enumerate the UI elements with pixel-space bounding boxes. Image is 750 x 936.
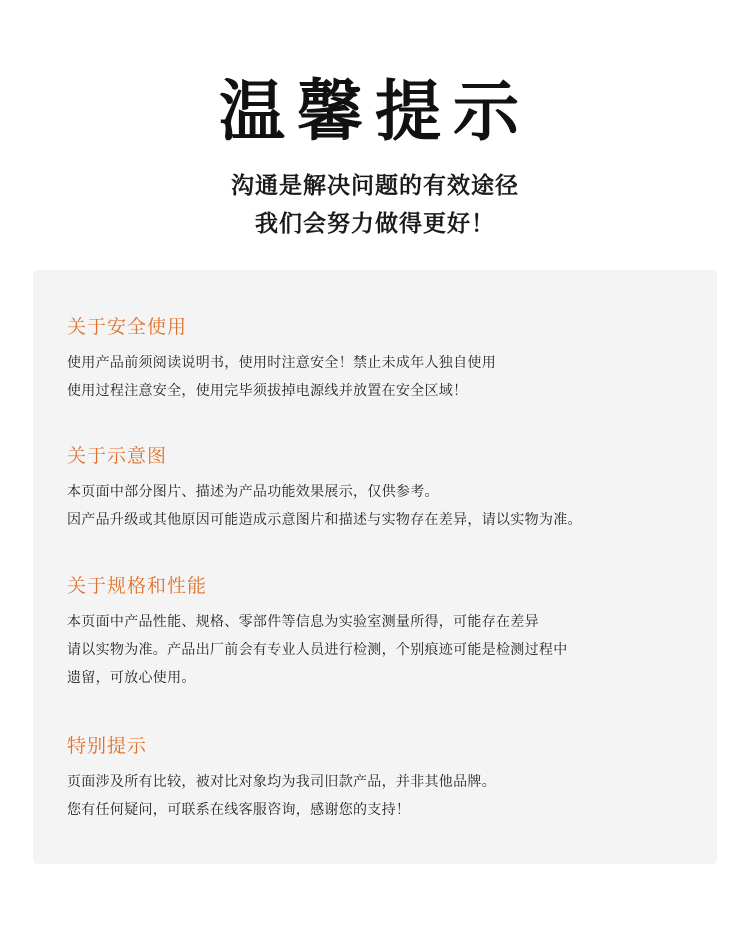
section-special-notice-line-1: 页面涉及所有比较，被对比对象均为我司旧款产品，并非其他品牌。 [67, 774, 496, 790]
section-safety [67, 314, 707, 405]
subtitle-line-2: 我们会努力做得更好！ [255, 211, 495, 237]
section-illustration [67, 443, 707, 534]
subtitle-line-1: 沟通是解决问题的有效途径 [231, 173, 519, 199]
section-specs-line-2: 请以实物为准。产品出厂前会有专业人员进行检测，个别痕迹可能是检测过程中 [67, 642, 568, 658]
section-illustration-line-2: 因产品升级或其他原因可能造成示意图片和描述与实物存在差异，请以实物为准。 [67, 512, 582, 528]
section-illustration-line-1: 本页面中部分图片、描述为产品功能效果展示，仅供参考。 [67, 484, 439, 500]
page-title: 温馨提示 [219, 73, 531, 150]
section-title-safety: 关于安全使用 [67, 316, 188, 338]
section-title-specs: 关于规格和性能 [67, 575, 208, 597]
section-specs-line-3: 遗留，可放心使用。 [67, 670, 196, 686]
section-title-illustration: 关于示意图 [67, 445, 168, 467]
section-specs [67, 573, 707, 692]
section-title-special-notice: 特别提示 [67, 735, 148, 757]
section-specs-line-1: 本页面中产品性能、规格、零部件等信息为实验室测量所得，可能存在差异 [67, 614, 539, 630]
notice-panel [33, 270, 717, 864]
section-safety-line-2: 使用过程注意安全，使用完毕须拔掉电源线并放置在安全区域！ [67, 383, 468, 399]
section-special-notice [67, 733, 707, 824]
section-safety-line-1: 使用产品前须阅读说明书，使用时注意安全！禁止未成年人独自使用 [67, 355, 496, 371]
section-special-notice-line-2: 您有任何疑问，可联系在线客服咨询，感谢您的支持！ [67, 802, 411, 818]
